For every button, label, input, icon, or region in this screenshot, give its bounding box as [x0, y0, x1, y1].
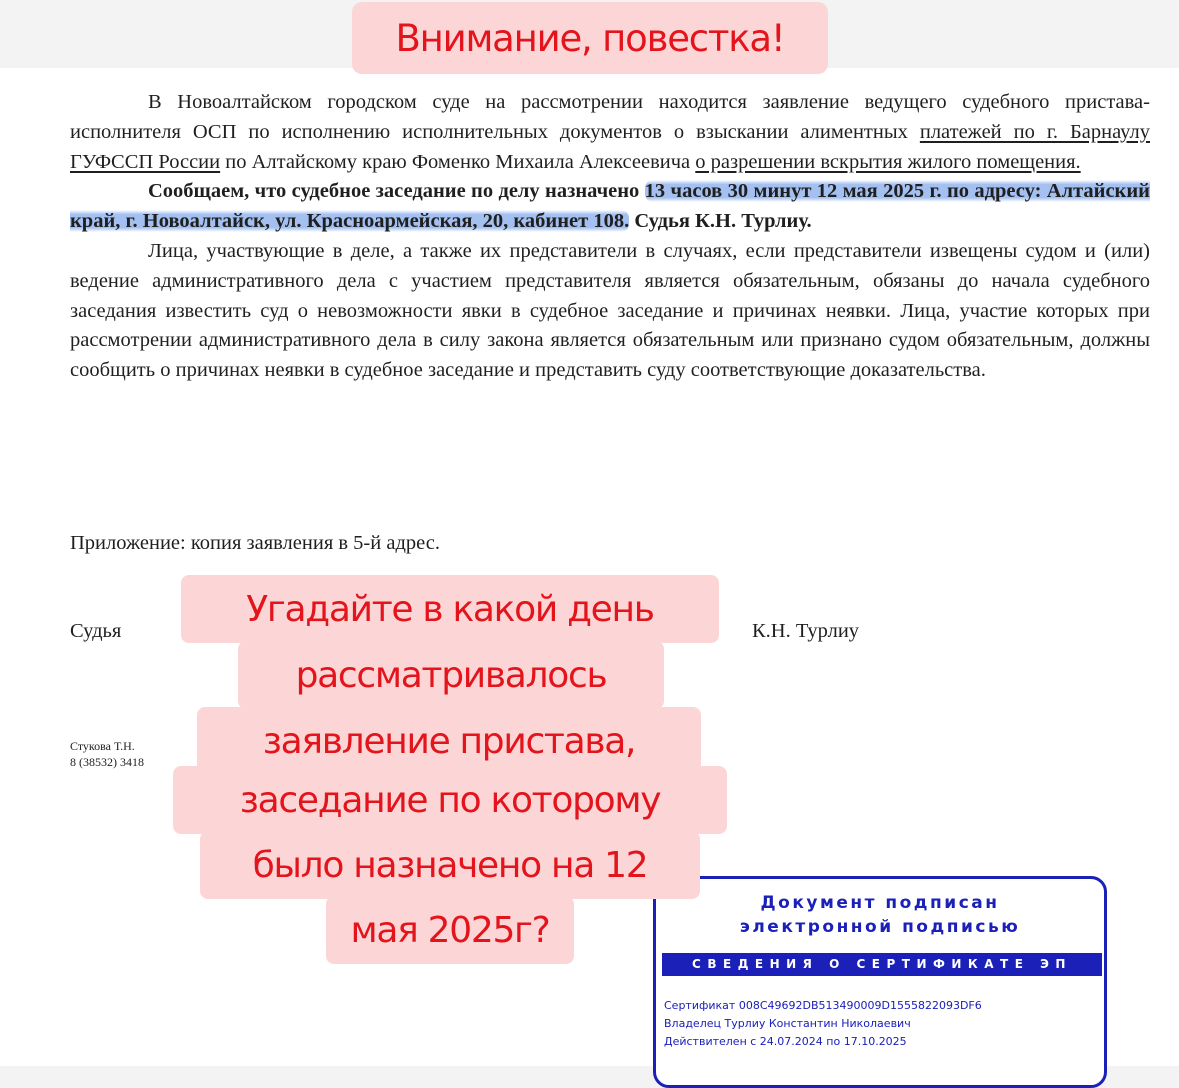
electronic-signature-stamp	[653, 876, 1107, 1088]
question-line-2: рассматривалось	[238, 641, 664, 709]
stamp-title-line-2: электронной подписью	[739, 917, 1021, 937]
appendix-line: Приложение: копия заявления в 5-й адрес.	[70, 532, 440, 554]
hearing-intro: Сообщаем, что судебное заседание по делу назначено	[148, 180, 645, 203]
stamp-certificate-bar: СВЕДЕНИЯ О СЕРТИФИКАТЕ ЭП	[662, 953, 1102, 976]
document-body	[70, 88, 1150, 386]
executor-name: Стукова Т.Н.	[70, 739, 135, 753]
question-line-3: заявление пристава,	[197, 707, 701, 775]
question-line-4: заседание по которому	[173, 766, 727, 834]
stamp-certificate-number: Сертификат 008C49692DB513490009D1555822093DF6	[664, 999, 982, 1012]
paragraph-intro	[70, 88, 1150, 177]
question-line-5: было назначено на 12	[200, 831, 700, 899]
paragraph-intro-text-2: по Алтайскому краю Фоменко Михаила Алексеевича	[220, 150, 696, 173]
stamp-owner: Владелец Турлиу Константин Николаевич	[664, 1017, 911, 1030]
attention-banner: Внимание, повестка!	[352, 2, 828, 74]
underlined-subject: о разрешении вскрытия жилого помещения.	[695, 150, 1081, 173]
question-line-1: Угадайте в какой день	[181, 575, 719, 643]
question-line-6: мая 2025г?	[326, 896, 574, 964]
underlined-text: платежей по г. Барнаулу ГУФССП России	[70, 120, 1150, 173]
highlighted-hearing-date: 13 часов 30 минут 12 мая 2025 г. по адресу: Алтайский край, г. Новоалтайск, ул. Красноармейская, 20, кабинет 108.	[70, 180, 1150, 233]
paragraph-hearing	[70, 177, 1150, 237]
paragraph-intro-text: В Новоалтайском городском суде на рассмотрении находится заявление ведущего судебного пристава-исполнителя ОСП по исполнению исполнительных документов о взыскании алиментных	[70, 91, 1150, 143]
hearing-judge: Судья К.Н. Турлиу.	[629, 210, 812, 233]
paragraph-notice: Лица, участвующие в деле, а также их представители в случаях, если представители извещены судом и (или) ведение административного дела с участием представителя является обязательным, обязаны до начала судебного заседания известить суд о невозможности явки в судебное заседание и причинах неявки. Лица, участие которых при рассмотрении административного дела в силу закона является обязательным или признано судом обязательным, должны сообщить о причинах неявки в судебное заседание и представить суду соответствующие доказательства.	[70, 239, 1150, 382]
executor-phone: 8 (38532) 3418	[70, 755, 144, 769]
judge-name: К.Н. Турлиу	[752, 620, 860, 642]
judge-label: Судья	[70, 620, 122, 642]
stamp-validity: Действителен с 24.07.2024 по 17.10.2025	[664, 1035, 907, 1048]
stamp-title-line-1: Документ подписан	[760, 893, 1000, 913]
